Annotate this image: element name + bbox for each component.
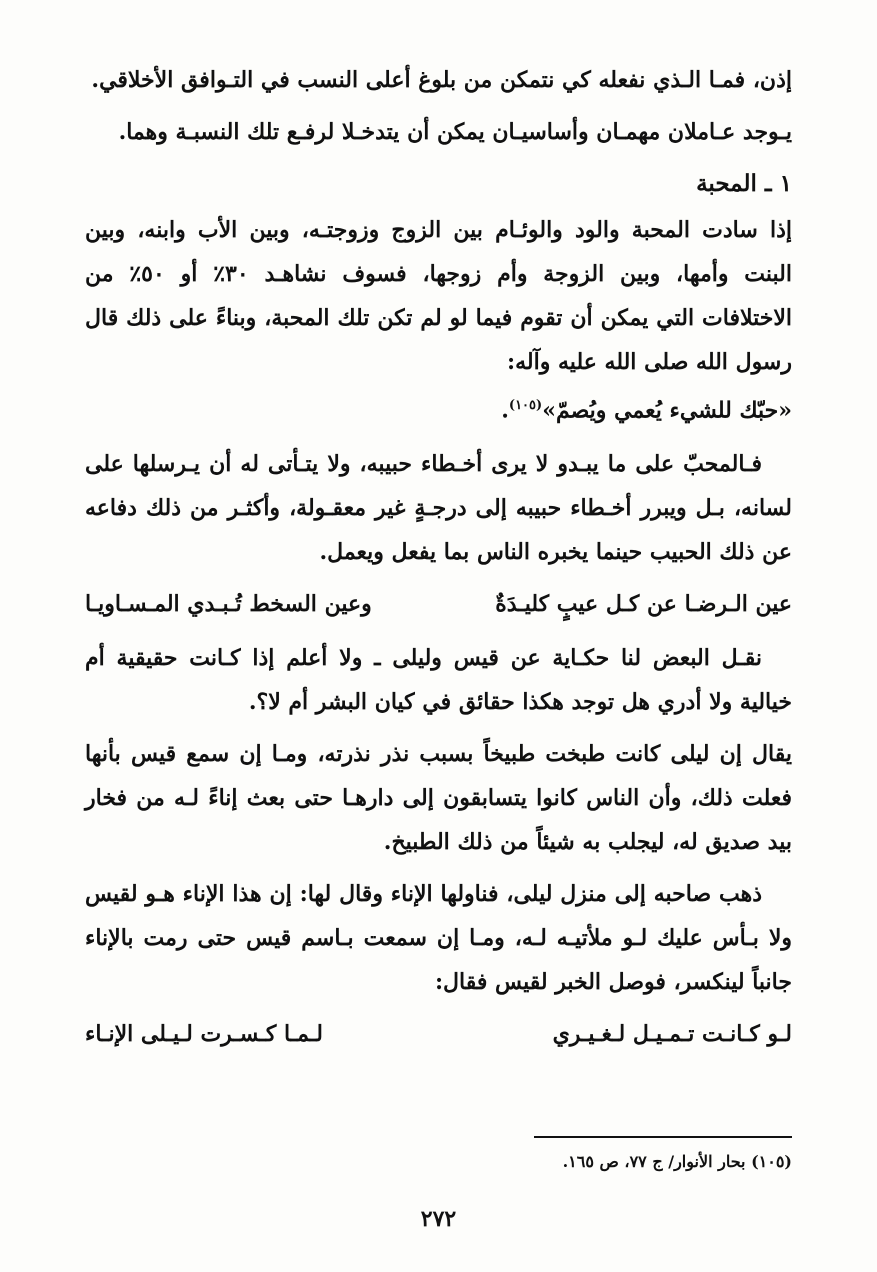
footnote-citation: (١٠٥) بحار الأنوار/ ج ٧٧، ص ١٦٥.: [562, 1152, 792, 1171]
paragraph-qays-layla-story: نقـل البعض لنا حكـاية عن قيس وليلى ـ ولا أعلم إذا كـانت حقيقية أم خيالية ولا أدري هل توجد هكذا حقائق في كيان البشر أم لا؟.: [85, 645, 792, 716]
footnote-reference: (١٠٥): [508, 398, 543, 413]
footnote-divider: [534, 1136, 792, 1138]
paragraph-two-factors: يـوجد عـاملان مهمـان وأساسيـان يمكن أن يتدخـلا لرفـع تلك النسبـة وهما.: [118, 119, 792, 145]
paragraph-love-harmony: إذا سادت المحبة والود والوئـام بين الزوج وزوجتـه، وبين الأب وابنه، وبين البنت وأمها، وبين الزوجة وأم زوجها، فسوف نشاهـد ٣٠٪ أو ٥٠٪ من الاختلافات التي يمكن أن تقوم فيما لو لم تكن تلك المحبة، وبناءً على ذلك قال رسول الله صلى الله عليه وآله:: [85, 217, 792, 375]
section-heading-love: ١ ـ المحبة: [696, 170, 792, 197]
paragraph-lover-blindness: فـالمحبّ على ما يبـدو لا يرى أخـطاء حبيبه، ولا يتـأتى له أن يـرسلها على لسانه، بـل ويبرر أخـطاء حبيبه إلى درجـةٍ غير معقـولة، وأكثـر من ذلك دفاعه عن ذلك الحبيب حينما يخبره الناس بما يفعل ويعمل.: [85, 451, 792, 566]
hadith-quote: [85, 384, 792, 432]
paragraph-layla-cooking: يقال إن ليلى كانت طبخت طبيخاً بسبب نذر نذرته، ومـا إن سمع قيس بأنها فعلت ذلك، وأن الناس كانوا يتسابقون إلى دارهـا حتى بعث إناءً لـه من فخار بيد صديق له، ليجلب به شيئاً من ذلك الطبيخ.: [85, 741, 792, 856]
verse-1-second-hemistich: وعين السخط تُـبـدي المـسـاويـا: [85, 591, 372, 618]
verse-2-first-hemistich: لـو كـانـت تـمـيـل لـغـيـري: [552, 1021, 792, 1048]
poem-verse-1: [85, 582, 792, 626]
verse-1-first-hemistich: عين الـرضـا عن كـل عيبٍ كليـدَةٌ: [495, 591, 792, 618]
paragraph-broken-vessel: ذهب صاحبه إلى منزل ليلى، فناولها الإناء وقال لها: إن هذا الإناء هـو لقيس ولا بـأس عليك لـو ملأتيـه لـه، ومـا إن سمعت بـاسم قيس حتى رمت بالإناء جانباً لينكسر، فوصل الخبر لقيس فقال:: [85, 881, 792, 996]
page-number: ٢٧٢: [420, 1206, 457, 1232]
hadith-text: «حبّك للشيء يُعمي ويُصمّ»: [542, 397, 792, 424]
poem-verse-2: [85, 1012, 792, 1056]
hadith-period: .: [501, 397, 509, 424]
paragraph-intro-question: إذن، فمـا الـذي نفعله كي نتمكن من بلوغ أعلى النسب في التـوافق الأخلاقي.: [91, 67, 792, 93]
verse-2-second-hemistich: لـمـا كـسـرت لـيـلى الإنـاء: [85, 1021, 323, 1048]
